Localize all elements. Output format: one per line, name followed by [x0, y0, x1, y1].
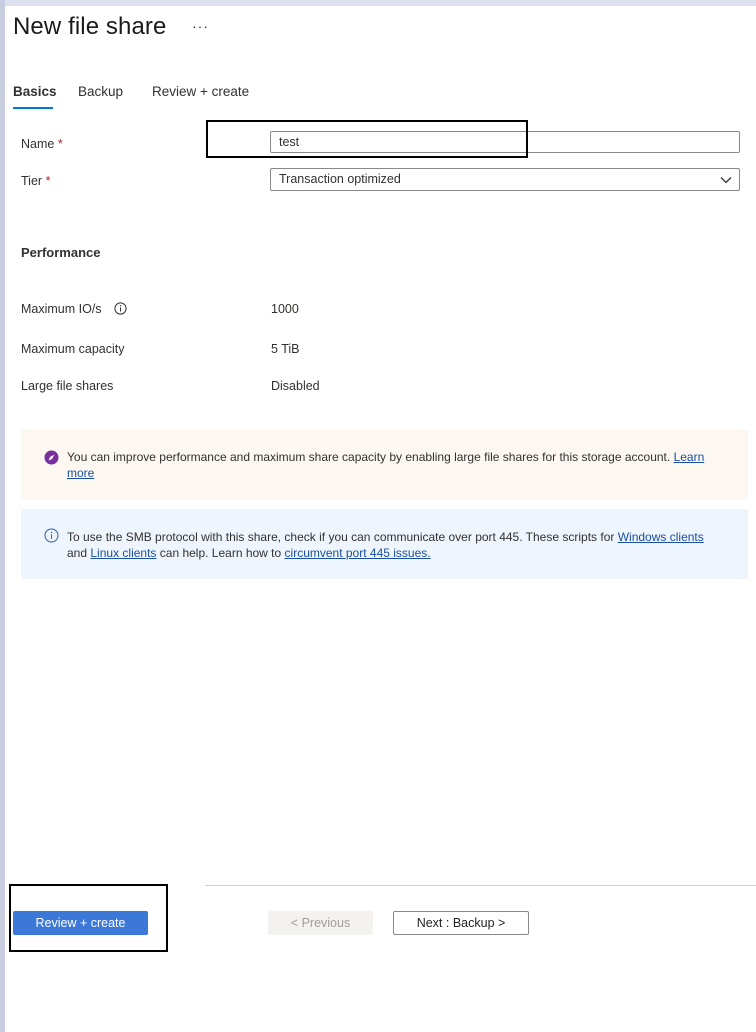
info-text-1: To use the SMB protocol with this share, check if you can communicate over port 445. These scripts for	[67, 530, 615, 544]
left-border	[0, 0, 5, 1032]
max-iops-value: 1000	[271, 302, 299, 316]
name-label-text: Name	[21, 137, 55, 151]
annotation-box-review-create	[9, 884, 168, 952]
large-file-shares-value: Disabled	[271, 379, 320, 393]
info-text-2: and	[67, 546, 88, 560]
info-icon	[44, 528, 59, 543]
smb-info-banner	[21, 509, 748, 579]
tier-label	[21, 174, 50, 188]
performance-heading: Performance	[21, 245, 101, 260]
tab-basics[interactable]: Basics	[13, 84, 57, 99]
page-title: New file share	[13, 13, 167, 40]
linux-clients-link[interactable]: Linux clients	[90, 546, 157, 560]
windows-clients-link[interactable]: Windows clients	[617, 530, 704, 544]
footer-divider	[205, 885, 756, 886]
max-capacity-label: Maximum capacity	[21, 342, 125, 356]
tier-label-text: Tier	[21, 174, 43, 188]
large-file-shares-label: Large file shares	[21, 379, 114, 393]
large-file-shares-banner	[21, 430, 748, 500]
max-iops-label: Maximum IO/s	[21, 302, 102, 316]
warn-message: You can improve performance and maximum share capacity by enabling large file shares for this storage account.	[67, 450, 671, 464]
required-marker: *	[57, 137, 63, 151]
name-label	[21, 137, 63, 151]
tab-active-indicator	[13, 107, 53, 109]
review-create-button[interactable]: Review + create	[13, 911, 148, 935]
tier-selected-value: Transaction optimized	[279, 172, 401, 186]
info-text-3: can help. Learn how to	[159, 546, 282, 560]
more-options-icon[interactable]: ···	[192, 18, 209, 34]
annotation-box-name	[206, 120, 528, 158]
max-capacity-value: 5 TiB	[271, 342, 300, 356]
tab-backup[interactable]: Backup	[78, 84, 124, 99]
info-banner-text	[67, 529, 708, 561]
top-border	[0, 0, 756, 6]
rocket-icon	[44, 450, 59, 465]
tab-review-create[interactable]: Review + create	[152, 84, 250, 99]
port-445-link[interactable]: circumvent port 445 issues.	[284, 546, 431, 560]
required-marker: *	[45, 174, 51, 188]
previous-button[interactable]: < Previous	[268, 911, 373, 935]
tier-dropdown[interactable]	[270, 168, 740, 191]
warn-banner-text	[67, 449, 708, 481]
info-icon[interactable]	[114, 302, 127, 315]
next-backup-button[interactable]: Next : Backup >	[393, 911, 529, 935]
chevron-down-icon	[719, 173, 733, 187]
learn-more-link[interactable]: Learn more	[67, 450, 705, 480]
